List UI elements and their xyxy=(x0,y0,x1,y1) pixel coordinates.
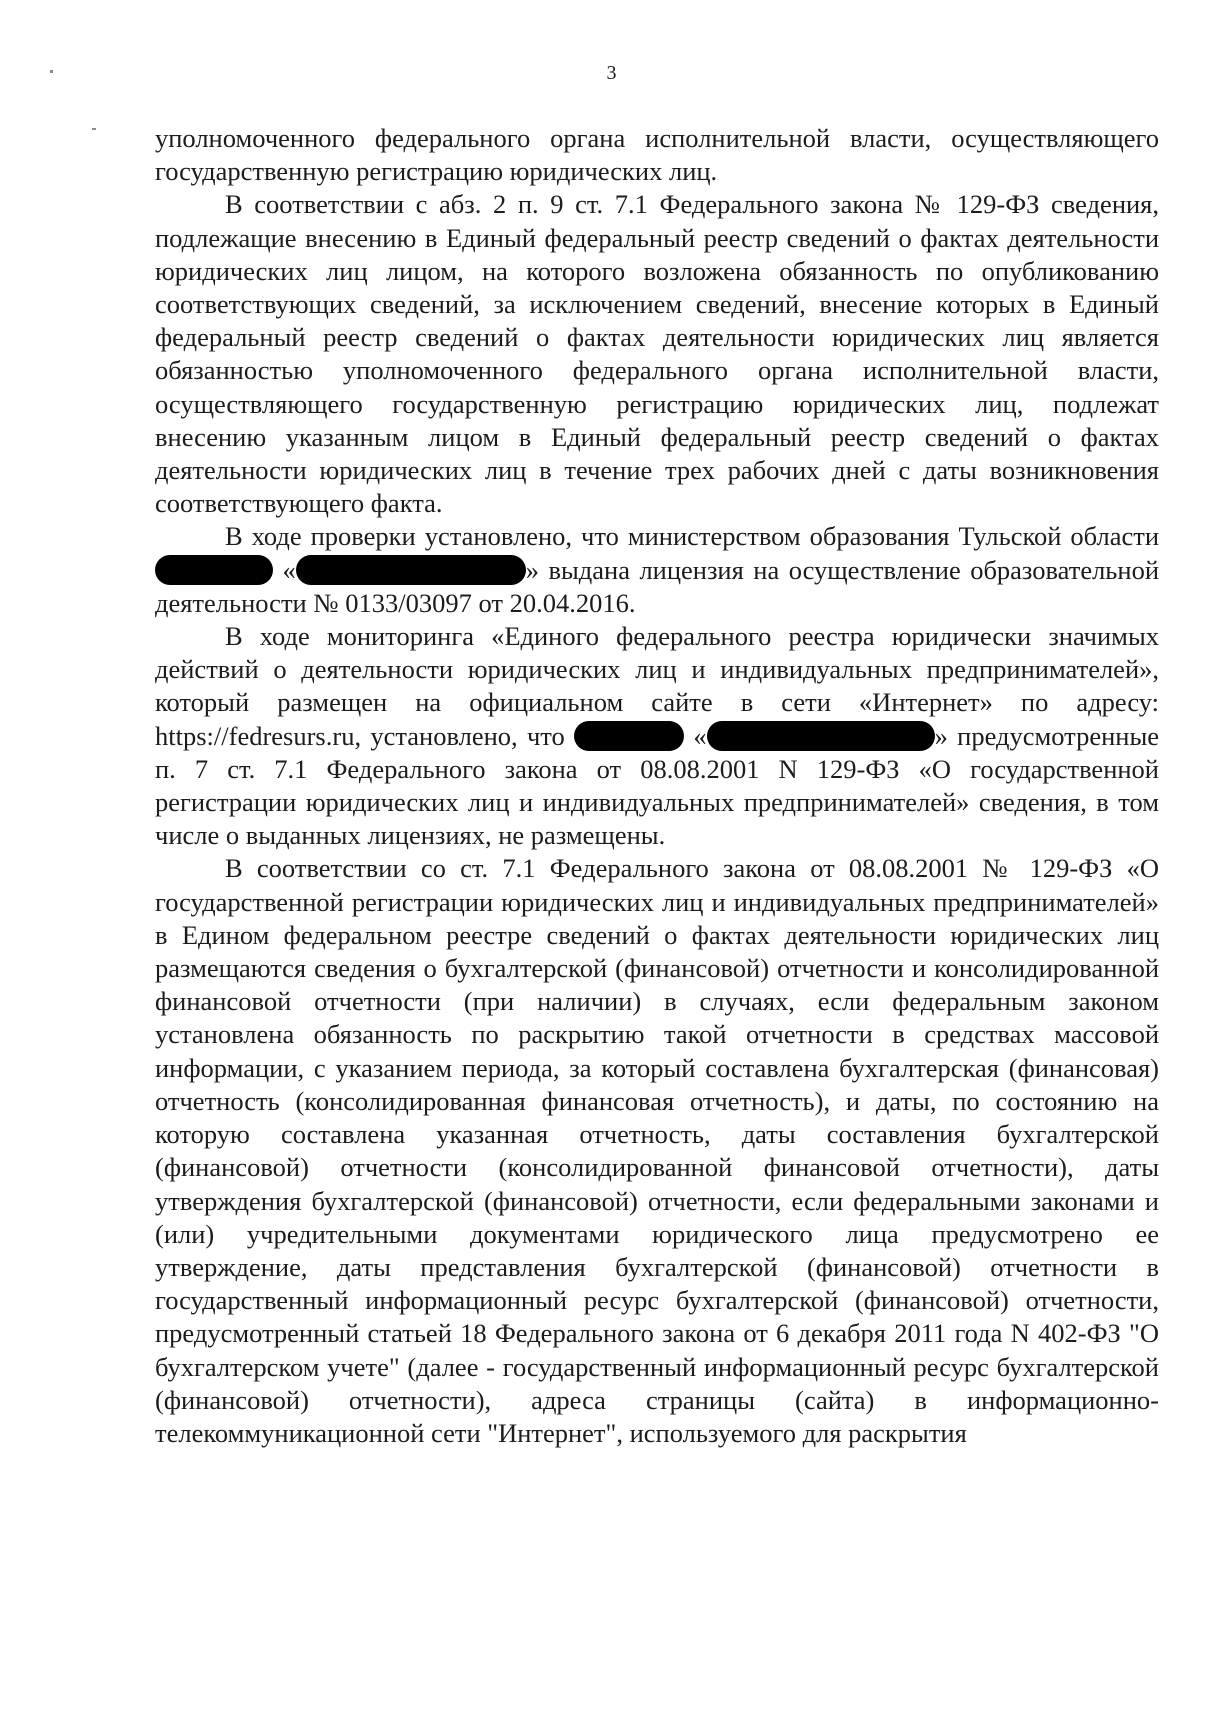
paragraph-3-text-c: » выдана лицензия на осуществление образовательной деятельности № 0133/03097 от 20.04.2016. xyxy=(155,554,1160,618)
document-body xyxy=(155,122,1159,1450)
paragraph-3-quote-open: « xyxy=(282,554,296,585)
paragraph-1: уполномоченного федерального органа исполнительной власти, осуществляющего государственную регистрацию юридических лиц. xyxy=(155,123,1159,187)
paragraph-4 xyxy=(155,620,1159,852)
redacted-block xyxy=(155,555,273,585)
paragraph-2: В соответствии с абз. 2 п. 9 ст. 7.1 Федерального закона № 129-ФЗ сведения, подлежащие внесению в Единый федеральный реестр сведений о фактах деятельности юридических лиц лицом, на которого возложена обязанность по опубликованию соответствующих сведений, за исключением сведений, внесение которых в Единый федеральный реестр сведений о фактах деятельности юридических лиц является обязанностью уполномоченного федерального органа исполнительной власти, осуществляющего государственную регистрацию юридических лиц, подлежат внесению указанным лицом в Единый федеральный реестр сведений о фактах деятельности юридических лиц в течение трех рабочих дней с даты возникновения соответствующего факта. xyxy=(155,189,1159,519)
paragraph-3 xyxy=(155,520,1159,620)
redacted-block xyxy=(707,721,935,751)
paragraph-4-text-a: В ходе мониторинга «Единого федерального реестра юридически значимых действий о деятельности юридических лиц и индивидуальных предпринимателей», который размещен на официальном сайте в сети «Интернет» по адресу: https://fedresurs.ru, установлено, что xyxy=(155,621,1159,751)
paragraph-4-quote-open: « xyxy=(693,720,707,751)
paragraph-4-text-c: » предусмотренные п. 7 ст. 7.1 Федерального закона от 08.08.2001 N 129-ФЗ «О государственной регистрации юридических лиц и индивидуальных предпринимателей» сведения, в том числе о выданных лицензиях, не размещены. xyxy=(155,720,1160,851)
redacted-block xyxy=(574,721,684,751)
paragraph-5: В соответствии со ст. 7.1 Федерального закона от 08.08.2001 № 129-ФЗ «О государственной регистрации юридических лиц и индивидуальных предпринимателей» в Едином федеральном реестре сведений о фактах деятельности юридических лиц размещаются сведения о бухгалтерской (финансовой) отчетности и консолидированной финансовой отчетности (при наличии) в случаях, если федеральным законом установлена обязанность по раскрытию такой отчетности в средствах массовой информации, с указанием периода, за который составлена бухгалтерская (финансовая) отчетность (консолидированная финансовая отчетность), и даты, по состоянию на которую составлена указанная отчетность, даты составления бухгалтерской (финансовой) отчетности (консолидированной финансовой отчетности), даты утверждения бухгалтерской (финансовой) отчетности, если федеральными законами и (или) учредительными документами юридического лица предусмотрено ее утверждение, даты представления бухгалтерской (финансовой) отчетности в государственный информационный ресурс бухгалтерской (финансовой) отчетности, предусмотренный статьей 18 Федерального закона от 6 декабря 2011 года N 402-ФЗ "О бухгалтерском учете" (далее - государственный информационный ресурс бухгалтерской (финансовой) отчетности), адреса страницы (сайта) в информационно-телекоммуникационной сети "Интернет", используемого для раскрытия xyxy=(155,853,1159,1448)
redacted-block xyxy=(296,555,526,585)
page-number: 3 xyxy=(606,62,617,84)
scan-speck xyxy=(92,128,96,130)
paragraph-3-text-a: В ходе проверки установлено, что министерством образования Тульской области xyxy=(225,521,1159,552)
